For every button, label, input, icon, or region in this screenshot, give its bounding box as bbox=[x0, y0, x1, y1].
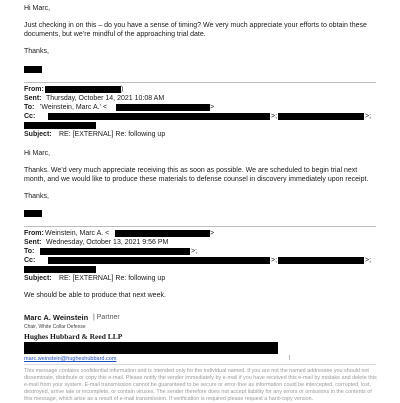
from-close-bracket-3: > bbox=[210, 230, 215, 237]
from-value-3: Weinstein, Marc A. < bbox=[45, 230, 110, 237]
message-body-1: Just checking in on this – do you have a sense of timing? We very much appreciate your efforts to obtain these documents, but we’re mindful of the approaching trial date. bbox=[24, 22, 367, 38]
closing-2: Thanks, bbox=[24, 193, 49, 200]
message-body-3: We should be able to produce that next week. bbox=[24, 292, 166, 299]
cc-separator-2a: >; bbox=[271, 113, 278, 120]
sent-value-3: Wednesday, October 13, 2021 9:56 PM bbox=[46, 239, 169, 246]
divider-2 bbox=[24, 226, 376, 227]
signature-role: | Partner bbox=[93, 314, 120, 321]
to-separator-3: >; bbox=[191, 248, 198, 255]
cc-separator-3a: >; bbox=[271, 257, 278, 264]
closing-1: Thanks, bbox=[24, 48, 49, 55]
cc-label-3: Cc: bbox=[24, 257, 36, 264]
redacted-cc-2b bbox=[278, 113, 364, 120]
signature-firm: Hughes Hubbard & Reed LLP bbox=[24, 332, 123, 341]
signature-separator: | bbox=[289, 355, 291, 361]
cc-label-2: Cc: bbox=[24, 113, 36, 120]
redacted-to-email-2 bbox=[116, 104, 210, 111]
sent-label-2: Sent: bbox=[24, 95, 42, 102]
from-label-2: From: bbox=[24, 86, 44, 93]
to-label-2: To: bbox=[24, 104, 35, 111]
redacted-from-email-3 bbox=[115, 230, 210, 237]
subject-label-2: Subject: bbox=[24, 131, 52, 138]
signature-email-link[interactable]: marc.weinstein@hugheshubbard.com bbox=[24, 356, 117, 362]
subject-value-2: RE: [EXTERNAL] Re: following up bbox=[59, 131, 166, 138]
redacted-signature-address bbox=[24, 342, 278, 354]
greeting-2: Hi Marc, bbox=[24, 150, 51, 157]
from-close-paren-2: ) bbox=[121, 86, 124, 93]
confidentiality-disclaimer: This message contains confidential information and is intended only for the individual named. If you are not the named addressee you should not disseminate, distribute or copy this e-mail. Please notify the sender immediately by e-mail if you have received this e-mail by mistake and delete this e-mail from your system. E-mail transmission cannot be guaranteed to be secure or error-free as information could be intercepted, corrupted, lost, destroyed, arrive late or incomplete, or contain viruses. The sender therefore does not accept liability for any errors or omissions in the contents of this message, which arise as a result of e-mail transmission. If verification is required please request a hard-copy version. bbox=[24, 368, 377, 402]
redacted-cc-3a bbox=[48, 257, 270, 264]
redacted-cc-2c bbox=[24, 122, 96, 129]
redacted-cc-2a bbox=[48, 113, 270, 120]
redacted-cc-3c bbox=[24, 266, 96, 273]
greeting-1: Hi Marc, bbox=[24, 5, 51, 12]
to-value-2: 'Weinstein, Marc A.' < bbox=[40, 104, 107, 111]
redacted-sender-name-2 bbox=[24, 210, 42, 217]
subject-value-3: RE: [EXTERNAL] Re: following up bbox=[59, 275, 166, 282]
to-label-3: To: bbox=[24, 248, 35, 255]
to-close-bracket-2: > bbox=[210, 104, 215, 111]
from-label-3: From: bbox=[24, 230, 44, 237]
signature-title: Chair, White Collar Defense bbox=[24, 324, 86, 330]
message-body-2: Thanks. We’d very much appreciate receiving this as soon as possible. We are scheduled to begin trial next month, and we would like to produce these materials to defense counsel in discovery immediately upon receipt. bbox=[24, 167, 369, 183]
redacted-cc-3b bbox=[278, 257, 364, 264]
cc-separator-2b: >; bbox=[365, 113, 372, 120]
redacted-sender-name-1 bbox=[24, 66, 42, 73]
signature-name: Marc A. Weinstein bbox=[24, 313, 89, 322]
redacted-to-3 bbox=[40, 248, 190, 255]
sent-value-2: Thursday, October 14, 2021 10:08 AM bbox=[46, 95, 165, 102]
redacted-from-2 bbox=[45, 86, 124, 93]
sent-label-3: Sent: bbox=[24, 239, 42, 246]
divider-1 bbox=[24, 82, 376, 83]
cc-separator-3b: >; bbox=[365, 257, 372, 264]
divider-3 bbox=[24, 364, 376, 365]
subject-label-3: Subject: bbox=[24, 275, 52, 282]
